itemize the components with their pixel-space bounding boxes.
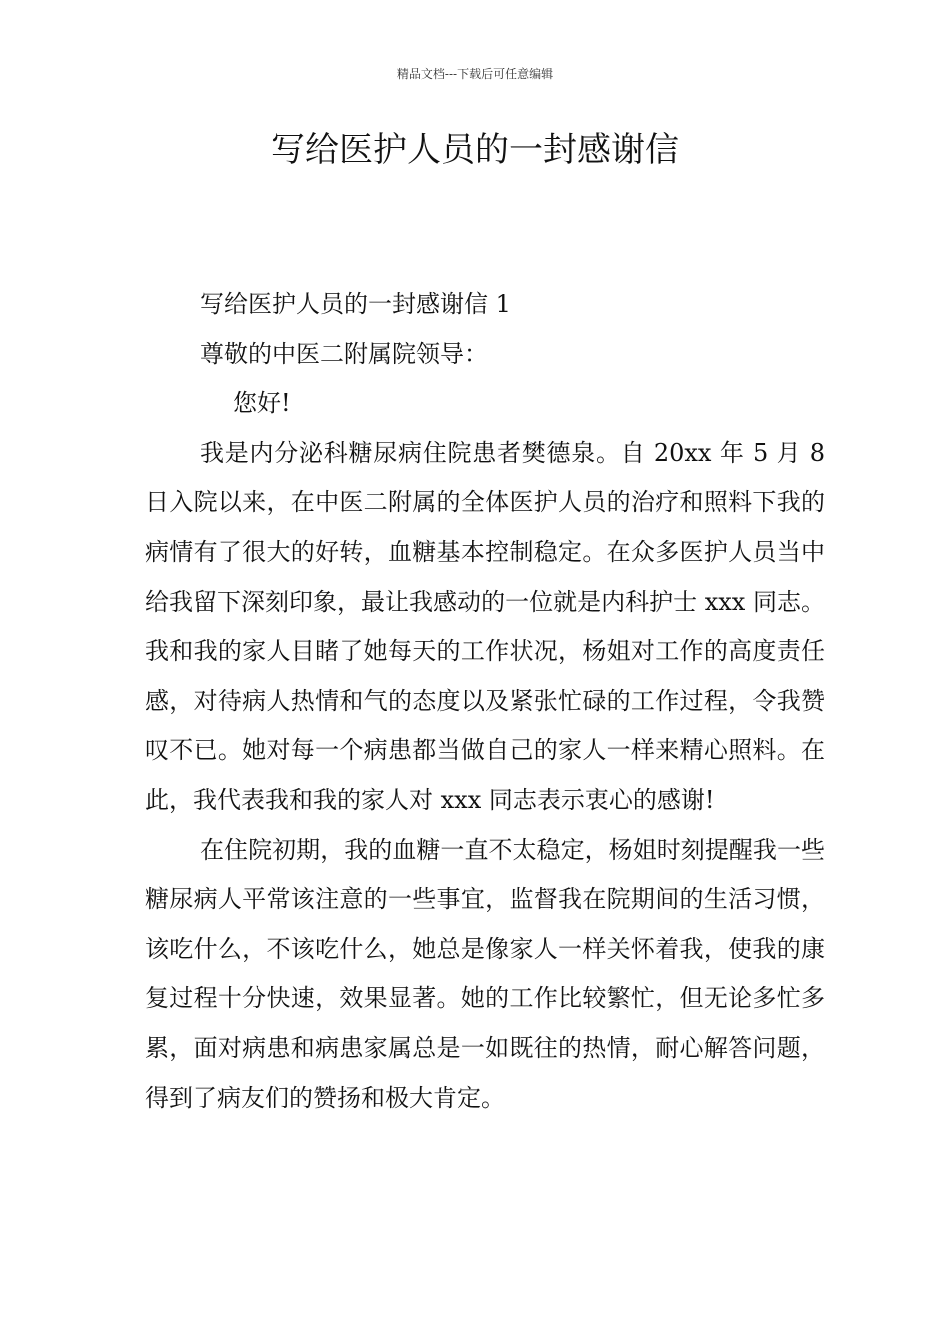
letter-paragraph-1: 我是内分泌科糖尿病住院患者樊德泉。自 20xx 年 5 月 8 日入院以来，在中医二附属的全体医护人员的治疗和照料下我的病情有了很大的好转，血糖基本控制稳定。在众多医护人员当中给我留下深刻印象，最让我感动的一位就是内科护士 xxx 同志。我和我的家人目睹了她每天的工作状况，杨姐对工作的高度责任感，对待病人热情和气的态度以及紧张忙碌的工作过程，令我赞叹不已。她对每一个病患都当做自己的家人一样来精心照料。在此，我代表我和我的家人对 xxx 同志表示衷心的感谢! bbox=[145, 438, 825, 814]
letter-body bbox=[145, 280, 825, 1123]
page-title: 写给医护人员的一封感谢信 bbox=[271, 130, 679, 170]
header-note: 精品文档---下载后可任意编辑 bbox=[396, 67, 554, 81]
letter-salutation: 尊敬的中医二附属院领导： bbox=[200, 339, 488, 368]
letter-paragraph-2: 在住院初期，我的血糖一直不太稳定，杨姐时刻提醒我一些糖尿病人平常该注意的一些事宜，监督我在院期间的生活习惯，该吃什么，不该吃什么，她总是像家人一样关怀着我，使我的康复过程十分快速，效果显著。她的工作比较繁忙，但无论多忙多累，面对病患和病患家属总是一如既往的热情，耐心解答问题，得到了病友们的赞扬和极大肯定。 bbox=[145, 835, 825, 1112]
letter-greeting: 您好! bbox=[233, 389, 291, 418]
letter-subtitle: 写给医护人员的一封感谢信 1 bbox=[200, 290, 511, 318]
